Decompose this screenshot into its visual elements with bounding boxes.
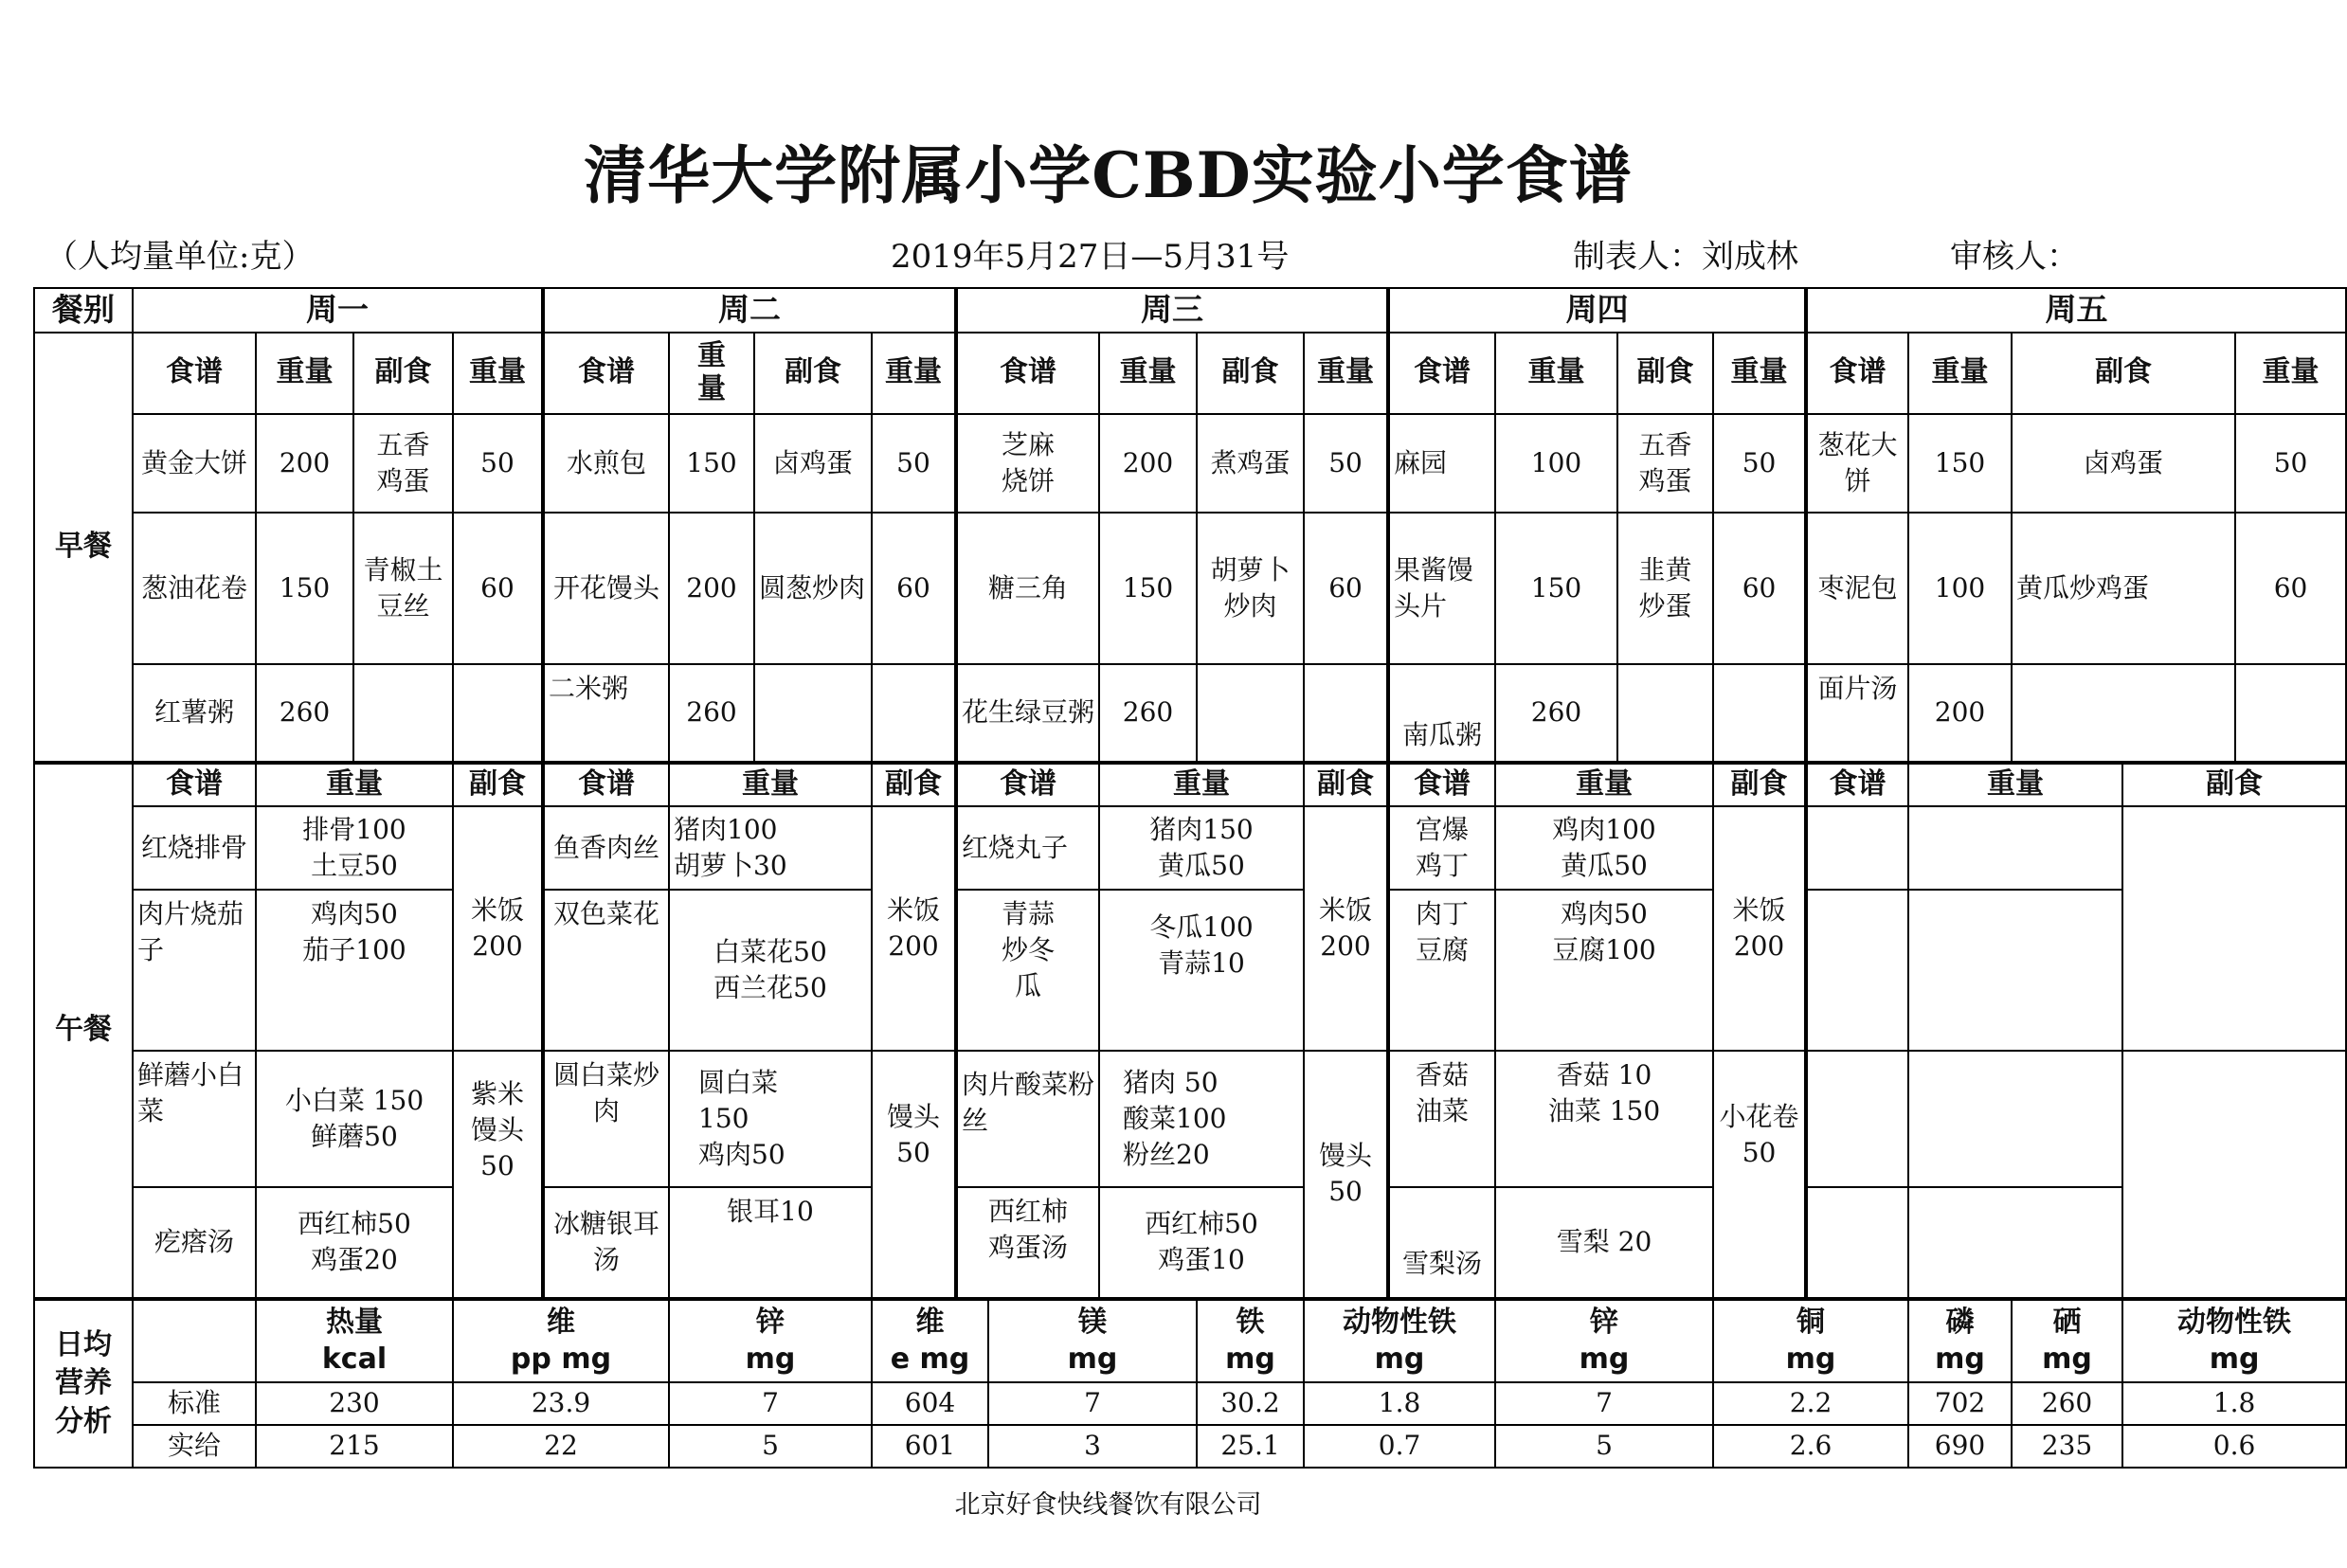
lunch-header-recipe: 食谱 bbox=[956, 763, 1099, 806]
lunch-header-side: 副食 bbox=[1713, 763, 1806, 806]
bf-weight: 260 bbox=[669, 664, 754, 763]
bf-side: 五香 鸡蛋 bbox=[353, 414, 453, 513]
day-header-fri: 周五 bbox=[1806, 288, 2346, 333]
nutrition-standard-value: 2.2 bbox=[1713, 1382, 1908, 1425]
bf-header-weight: 重量 bbox=[872, 333, 956, 414]
bf-side-weight: 60 bbox=[453, 513, 543, 664]
bf-weight: 150 bbox=[669, 414, 754, 513]
bf-side-weight bbox=[453, 664, 543, 763]
bf-recipe: 二米粥 bbox=[543, 664, 669, 763]
nutrition-actual-value: 601 bbox=[872, 1425, 988, 1468]
nutrition-header: 维 e mg bbox=[872, 1299, 988, 1382]
bf-recipe: 水煎包 bbox=[543, 414, 669, 513]
bf-recipe: 芝麻 烧饼 bbox=[956, 414, 1099, 513]
bf-side: 卤鸡蛋 bbox=[2012, 414, 2235, 513]
bf-side bbox=[353, 664, 453, 763]
lunch-side: 馒头 50 bbox=[1304, 1051, 1388, 1299]
lunch-weight: 冬瓜100 青蒜10 bbox=[1099, 890, 1304, 1051]
bf-side-weight: 50 bbox=[1304, 414, 1388, 513]
lunch-weight-empty bbox=[1908, 1051, 2122, 1187]
bf-recipe: 果酱馒头片 bbox=[1388, 513, 1495, 664]
bf-header-weight: 重 量 bbox=[669, 333, 754, 414]
bf-side-weight: 60 bbox=[872, 513, 956, 664]
bf-header-weight: 重量 bbox=[256, 333, 353, 414]
lunch-recipe: 鱼香肉丝 bbox=[543, 806, 669, 890]
lunch-weight: 鸡肉50 豆腐100 bbox=[1495, 890, 1713, 1051]
nutrition-header: 镁 mg bbox=[988, 1299, 1197, 1382]
lunch-recipe: 疙瘩汤 bbox=[133, 1187, 256, 1299]
lunch-header-weight: 重量 bbox=[1495, 763, 1713, 806]
lunch-recipe-empty bbox=[1806, 1051, 1908, 1187]
lunch-weight: 鸡肉100 黄瓜50 bbox=[1495, 806, 1713, 890]
nutrition-actual-value: 0.6 bbox=[2122, 1425, 2346, 1468]
lunch-weight-empty bbox=[1908, 806, 2122, 890]
lunch-recipe: 红烧排骨 bbox=[133, 806, 256, 890]
nutrition-header: 热量 kcal bbox=[256, 1299, 453, 1382]
nutrition-actual-value: 690 bbox=[1908, 1425, 2012, 1468]
date-range: 2019年5月27日—5月31号 bbox=[891, 238, 1290, 276]
bf-header-side: 副食 bbox=[353, 333, 453, 414]
bf-header-side: 副食 bbox=[1617, 333, 1713, 414]
bf-header-recipe: 食谱 bbox=[1388, 333, 1495, 414]
lunch-side: 米饭 200 bbox=[1713, 806, 1806, 1051]
nutrition-header: 铁 mg bbox=[1197, 1299, 1304, 1382]
bf-recipe: 南瓜粥 bbox=[1388, 664, 1495, 763]
lunch-weight: 排骨100 土豆50 bbox=[256, 806, 453, 890]
bf-recipe: 糖三角 bbox=[956, 513, 1099, 664]
lunch-weight: 西红柿50 鸡蛋20 bbox=[256, 1187, 453, 1299]
nutrition-header: 锌 mg bbox=[669, 1299, 872, 1382]
lunch-header-weight: 重量 bbox=[1099, 763, 1304, 806]
bf-header-weight: 重量 bbox=[1908, 333, 2012, 414]
bf-recipe: 开花馒头 bbox=[543, 513, 669, 664]
nutrition-actual-value: 22 bbox=[453, 1425, 669, 1468]
bf-side: 五香 鸡蛋 bbox=[1617, 414, 1713, 513]
nutrition-header: 锌 mg bbox=[1495, 1299, 1713, 1382]
nutrition-standard-label: 标准 bbox=[133, 1382, 256, 1425]
bf-side-weight bbox=[2235, 664, 2346, 763]
lunch-header-weight: 重量 bbox=[256, 763, 453, 806]
bf-weight: 150 bbox=[1099, 513, 1197, 664]
lunch-side-empty bbox=[2122, 806, 2346, 1051]
bf-side bbox=[754, 664, 872, 763]
bf-recipe: 枣泥包 bbox=[1806, 513, 1908, 664]
lunch-weight: 鸡肉50 茄子100 bbox=[256, 890, 453, 1051]
lunch-weight: 猪肉150 黄瓜50 bbox=[1099, 806, 1304, 890]
lunch-header-weight: 重量 bbox=[669, 763, 872, 806]
lunch-recipe: 西红柿 鸡蛋汤 bbox=[956, 1187, 1099, 1299]
bf-side bbox=[1617, 664, 1713, 763]
bf-header-weight: 重量 bbox=[1304, 333, 1388, 414]
bf-weight: 260 bbox=[1495, 664, 1617, 763]
bf-side: 煮鸡蛋 bbox=[1197, 414, 1304, 513]
nutrition-actual-value: 2.6 bbox=[1713, 1425, 1908, 1468]
bf-weight: 200 bbox=[1099, 414, 1197, 513]
nutrition-actual-value: 0.7 bbox=[1304, 1425, 1495, 1468]
bf-header-recipe: 食谱 bbox=[956, 333, 1099, 414]
lunch-weight: 西红柿50 鸡蛋10 bbox=[1099, 1187, 1304, 1299]
nutrition-header: 铜 mg bbox=[1713, 1299, 1908, 1382]
bf-side-weight: 50 bbox=[1713, 414, 1806, 513]
lunch-weight: 猪肉100 胡萝卜30 bbox=[669, 806, 872, 890]
bf-side-weight: 50 bbox=[872, 414, 956, 513]
bf-weight: 100 bbox=[1495, 414, 1617, 513]
bf-header-side: 副食 bbox=[754, 333, 872, 414]
nutrition-header: 动物性铁 mg bbox=[2122, 1299, 2346, 1382]
bf-recipe: 葱油花卷 bbox=[133, 513, 256, 664]
bf-weight: 150 bbox=[1908, 414, 2012, 513]
bf-weight: 100 bbox=[1908, 513, 2012, 664]
lunch-header-side: 副食 bbox=[2122, 763, 2346, 806]
bf-side: 卤鸡蛋 bbox=[754, 414, 872, 513]
bf-header-side: 副食 bbox=[2012, 333, 2235, 414]
nutrition-actual-value: 25.1 bbox=[1197, 1425, 1304, 1468]
nutrition-actual-value: 3 bbox=[988, 1425, 1197, 1468]
nutrition-actual-value: 5 bbox=[669, 1425, 872, 1468]
bf-recipe: 葱花大饼 bbox=[1806, 414, 1908, 513]
bf-side-weight: 50 bbox=[453, 414, 543, 513]
lunch-recipe: 雪梨汤 bbox=[1388, 1187, 1495, 1299]
nutrition-header: 维 pp mg bbox=[453, 1299, 669, 1382]
made-by: 制表人：刘成林 bbox=[1573, 238, 1798, 276]
lunch-side: 米饭 200 bbox=[453, 806, 543, 1051]
nutrition-standard-value: 1.8 bbox=[1304, 1382, 1495, 1425]
bf-weight: 200 bbox=[256, 414, 353, 513]
bf-side: 黄瓜炒鸡蛋 bbox=[2012, 513, 2235, 664]
breakfast-label: 早餐 bbox=[34, 333, 133, 763]
lunch-weight: 白菜花50 西兰花50 bbox=[669, 890, 872, 1051]
lunch-header-recipe: 食谱 bbox=[1388, 763, 1495, 806]
bf-side: 韭黄 炒蛋 bbox=[1617, 513, 1713, 664]
lunch-recipe: 宫爆 鸡丁 bbox=[1388, 806, 1495, 890]
bf-side-weight: 50 bbox=[2235, 414, 2346, 513]
day-header-thu: 周四 bbox=[1388, 288, 1806, 333]
bf-recipe: 黄金大饼 bbox=[133, 414, 256, 513]
bf-side-weight: 60 bbox=[1713, 513, 1806, 664]
bf-weight: 200 bbox=[1908, 664, 2012, 763]
meal-col-header: 餐别 bbox=[34, 288, 133, 333]
lunch-weight-empty bbox=[1908, 890, 2122, 1051]
lunch-header-recipe: 食谱 bbox=[1806, 763, 1908, 806]
bf-side-weight bbox=[1713, 664, 1806, 763]
nutrition-actual-value: 5 bbox=[1495, 1425, 1713, 1468]
nutrition-actual-label: 实给 bbox=[133, 1425, 256, 1468]
bf-weight: 200 bbox=[669, 513, 754, 664]
nutrition-header: 动物性铁 mg bbox=[1304, 1299, 1495, 1382]
reviewer: 审核人： bbox=[1950, 238, 2079, 276]
bf-side: 青椒土豆丝 bbox=[353, 513, 453, 664]
bf-recipe: 花生绿豆粥 bbox=[956, 664, 1099, 763]
lunch-side: 馒头 50 bbox=[872, 1051, 956, 1299]
lunch-side: 米饭 200 bbox=[1304, 806, 1388, 1051]
lunch-recipe-empty bbox=[1806, 806, 1908, 890]
nutrition-standard-value: 7 bbox=[988, 1382, 1197, 1425]
lunch-side: 小花卷 50 bbox=[1713, 1051, 1806, 1299]
nutrition-standard-value: 7 bbox=[1495, 1382, 1713, 1425]
menu-table bbox=[33, 287, 2347, 1469]
bf-weight: 150 bbox=[1495, 513, 1617, 664]
lunch-side-empty bbox=[2122, 1051, 2346, 1299]
lunch-header-recipe: 食谱 bbox=[543, 763, 669, 806]
bf-header-recipe: 食谱 bbox=[543, 333, 669, 414]
lunch-weight: 小白菜 150 鲜蘑50 bbox=[256, 1051, 453, 1187]
nutrition-header-empty bbox=[133, 1299, 256, 1382]
lunch-weight: 圆白菜 150 鸡肉50 bbox=[669, 1051, 872, 1187]
bf-weight: 260 bbox=[256, 664, 353, 763]
lunch-weight: 猪肉 50 酸菜100 粉丝20 bbox=[1099, 1051, 1304, 1187]
lunch-recipe: 红烧丸子 bbox=[956, 806, 1099, 890]
lunch-recipe: 香菇 油菜 bbox=[1388, 1051, 1495, 1187]
bf-weight: 260 bbox=[1099, 664, 1197, 763]
lunch-header-weight: 重量 bbox=[1908, 763, 2122, 806]
bf-header-recipe: 食谱 bbox=[1806, 333, 1908, 414]
lunch-side: 紫米 馒头 50 bbox=[453, 1051, 543, 1299]
lunch-recipe: 冰糖银耳汤 bbox=[543, 1187, 669, 1299]
lunch-header-side: 副食 bbox=[1304, 763, 1388, 806]
bf-side-weight bbox=[872, 664, 956, 763]
lunch-recipe: 双色菜花 bbox=[543, 890, 669, 1051]
nutrition-standard-value: 7 bbox=[669, 1382, 872, 1425]
bf-side bbox=[2012, 664, 2235, 763]
bf-recipe: 红薯粥 bbox=[133, 664, 256, 763]
lunch-weight: 雪梨 20 bbox=[1495, 1187, 1713, 1299]
lunch-label: 午餐 bbox=[34, 763, 133, 1299]
lunch-recipe: 鲜蘑小白菜 bbox=[133, 1051, 256, 1187]
bf-header-weight: 重量 bbox=[1713, 333, 1806, 414]
lunch-header-recipe: 食谱 bbox=[133, 763, 256, 806]
lunch-side: 米饭 200 bbox=[872, 806, 956, 1051]
lunch-weight-empty bbox=[1908, 1187, 2122, 1299]
bf-side-weight: 60 bbox=[1304, 513, 1388, 664]
bf-header-weight: 重量 bbox=[453, 333, 543, 414]
nutrition-header: 硒 mg bbox=[2012, 1299, 2122, 1382]
lunch-recipe: 肉丁 豆腐 bbox=[1388, 890, 1495, 1051]
footer-company: 北京好食快线餐饮有限公司 bbox=[954, 1490, 1262, 1520]
nutrition-standard-value: 30.2 bbox=[1197, 1382, 1304, 1425]
bf-side-weight: 60 bbox=[2235, 513, 2346, 664]
nutrition-label: 日均 营养 分析 bbox=[34, 1299, 133, 1468]
lunch-recipe: 圆白菜炒肉 bbox=[543, 1051, 669, 1187]
lunch-header-side: 副食 bbox=[453, 763, 543, 806]
lunch-recipe: 青蒜 炒冬 瓜 bbox=[956, 890, 1099, 1051]
nutrition-actual-value: 235 bbox=[2012, 1425, 2122, 1468]
nutrition-standard-value: 230 bbox=[256, 1382, 453, 1425]
page-title: 清华大学附属小学CBD实验小学食谱 bbox=[584, 138, 1633, 212]
nutrition-actual-value: 215 bbox=[256, 1425, 453, 1468]
nutrition-standard-value: 23.9 bbox=[453, 1382, 669, 1425]
bf-side: 圆葱炒肉 bbox=[754, 513, 872, 664]
bf-recipe: 麻园 bbox=[1388, 414, 1495, 513]
day-header-tue: 周二 bbox=[543, 288, 956, 333]
bf-weight: 150 bbox=[256, 513, 353, 664]
day-header-wed: 周三 bbox=[956, 288, 1388, 333]
lunch-recipe: 肉片烧茄子 bbox=[133, 890, 256, 1051]
bf-side bbox=[1197, 664, 1304, 763]
nutrition-header: 磷 mg bbox=[1908, 1299, 2012, 1382]
unit-note: （人均量单位:克） bbox=[45, 238, 315, 276]
nutrition-standard-value: 702 bbox=[1908, 1382, 2012, 1425]
bf-side-weight bbox=[1304, 664, 1388, 763]
lunch-weight: 银耳10 bbox=[669, 1187, 872, 1299]
nutrition-standard-value: 260 bbox=[2012, 1382, 2122, 1425]
bf-header-weight: 重量 bbox=[1495, 333, 1617, 414]
bf-header-side: 副食 bbox=[1197, 333, 1304, 414]
lunch-recipe: 肉片酸菜粉丝 bbox=[956, 1051, 1099, 1187]
lunch-weight: 香菇 10 油菜 150 bbox=[1495, 1051, 1713, 1187]
nutrition-standard-value: 1.8 bbox=[2122, 1382, 2346, 1425]
nutrition-standard-value: 604 bbox=[872, 1382, 988, 1425]
bf-header-recipe: 食谱 bbox=[133, 333, 256, 414]
bf-header-weight: 重量 bbox=[2235, 333, 2346, 414]
lunch-header-side: 副食 bbox=[872, 763, 956, 806]
lunch-recipe-empty bbox=[1806, 1187, 1908, 1299]
bf-header-weight: 重量 bbox=[1099, 333, 1197, 414]
bf-side: 胡萝卜 炒肉 bbox=[1197, 513, 1304, 664]
bf-recipe: 面片汤 bbox=[1806, 664, 1908, 763]
lunch-recipe-empty bbox=[1806, 890, 1908, 1051]
day-header-mon: 周一 bbox=[133, 288, 543, 333]
